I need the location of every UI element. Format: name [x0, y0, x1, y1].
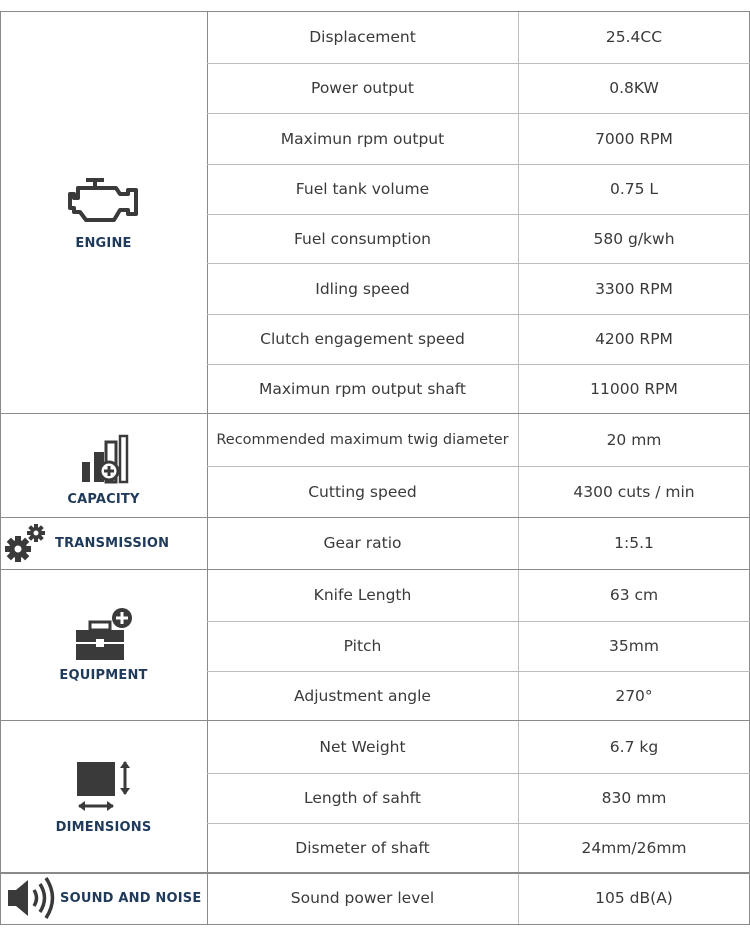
spec-value: 1:5.1: [614, 534, 654, 552]
spec-label: Cutting speed: [308, 482, 417, 501]
spec-label: Fuel tank volume: [295, 180, 430, 198]
toolbox-icon: [72, 606, 136, 662]
table-row: [207, 314, 750, 364]
spec-label: Displacement: [309, 28, 416, 46]
spec-value: 24mm/26mm: [581, 838, 687, 857]
row-divider: [0, 569, 750, 570]
row-divider: [207, 113, 750, 114]
row-divider: [0, 11, 750, 12]
row-divider: [207, 773, 750, 774]
category-label: EQUIPMENT: [59, 668, 148, 683]
row-divider: [207, 314, 750, 315]
spec-value: 11000 RPM: [590, 379, 678, 398]
table-row: [207, 63, 750, 113]
dimensions-icon: [73, 758, 135, 812]
spec-value: 580 g/kwh: [593, 229, 675, 248]
category-label: ENGINE: [75, 235, 132, 251]
spec-label: Idling speed: [315, 279, 410, 298]
spec-label: Net Weight: [319, 737, 406, 756]
category-capacity: [0, 413, 207, 517]
spec-value: 4300 cuts / min: [573, 482, 695, 501]
spec-label: Knife Length: [313, 586, 412, 604]
spec-label: Power output: [311, 79, 414, 97]
spec-value: 20 mm: [606, 430, 662, 449]
spec-label: Recommended maximum twig diameter: [216, 431, 509, 448]
spec-value: 63 cm: [609, 586, 659, 604]
row-divider: [0, 517, 750, 518]
table-row: [207, 113, 750, 164]
spec-label: Length of sahft: [304, 789, 421, 807]
spec-value: 35mm: [609, 637, 659, 655]
category-label: DIMENSIONS: [55, 819, 152, 835]
category-label: SOUND AND NOISE: [60, 890, 202, 906]
row-divider: [0, 413, 750, 414]
row-divider: [207, 671, 750, 672]
spec-value: 7000 RPM: [595, 129, 673, 148]
spec-value: 0.75 L: [609, 180, 659, 198]
gears-icon: [4, 521, 48, 565]
spec-label: Adjustment angle: [294, 686, 431, 705]
spec-value: 0.8KW: [609, 79, 659, 97]
spec-value: 105 dB(A): [595, 889, 673, 907]
column-divider: [518, 11, 519, 924]
table-row: [207, 164, 750, 214]
table-row: [207, 413, 750, 466]
category-transmission: [0, 517, 207, 569]
category-engine: [0, 11, 207, 413]
category-label: TRANSMISSION: [55, 535, 170, 551]
spec-label: Gear ratio: [323, 534, 402, 552]
spec-label: Clutch engagement speed: [260, 330, 465, 348]
row-divider: [0, 872, 750, 874]
engine-icon: [64, 174, 144, 226]
spec-table: [0, 11, 750, 925]
table-row: [207, 569, 750, 621]
column-divider: [207, 11, 208, 924]
table-row: [207, 466, 750, 517]
spec-value: 4200 RPM: [595, 330, 673, 348]
row-divider: [207, 63, 750, 64]
spec-value: 830 mm: [601, 789, 667, 807]
spec-label: Fuel consumption: [293, 229, 432, 248]
table-row: [207, 214, 750, 263]
capacity-chart-icon: [76, 434, 132, 486]
column-divider: [0, 11, 1, 924]
row-divider: [0, 924, 750, 925]
row-divider: [207, 466, 750, 467]
table-row: [207, 364, 750, 413]
table-row: [207, 720, 750, 773]
spec-label: Maximun rpm output shaft: [259, 379, 466, 398]
spec-value: 6.7 kg: [609, 737, 659, 756]
row-divider: [207, 263, 750, 264]
table-row: [207, 263, 750, 314]
row-divider: [207, 823, 750, 824]
category-label: CAPACITY: [67, 491, 140, 507]
category-equipment: [0, 569, 207, 720]
table-row: [207, 872, 750, 924]
row-divider: [207, 214, 750, 215]
category-dimensions: [0, 720, 207, 872]
spec-value: 3300 RPM: [595, 279, 673, 298]
spec-value: 25.4CC: [605, 28, 663, 46]
table-row: [207, 11, 750, 63]
row-divider: [207, 364, 750, 365]
table-row: [207, 671, 750, 720]
table-row: [207, 823, 750, 872]
table-row: [207, 621, 750, 671]
category-sound-and-noise: [0, 872, 207, 924]
row-divider: [0, 720, 750, 721]
table-row: [207, 773, 750, 823]
spec-value: 270°: [615, 686, 653, 705]
speaker-icon: [4, 875, 56, 921]
row-divider: [207, 164, 750, 165]
spec-label: Maximun rpm output: [280, 129, 445, 148]
spec-label: Pitch: [343, 637, 382, 655]
table-row: [207, 517, 750, 569]
spec-label: Dismeter of shaft: [295, 838, 430, 857]
spec-label: Sound power level: [290, 889, 435, 907]
row-divider: [207, 621, 750, 622]
